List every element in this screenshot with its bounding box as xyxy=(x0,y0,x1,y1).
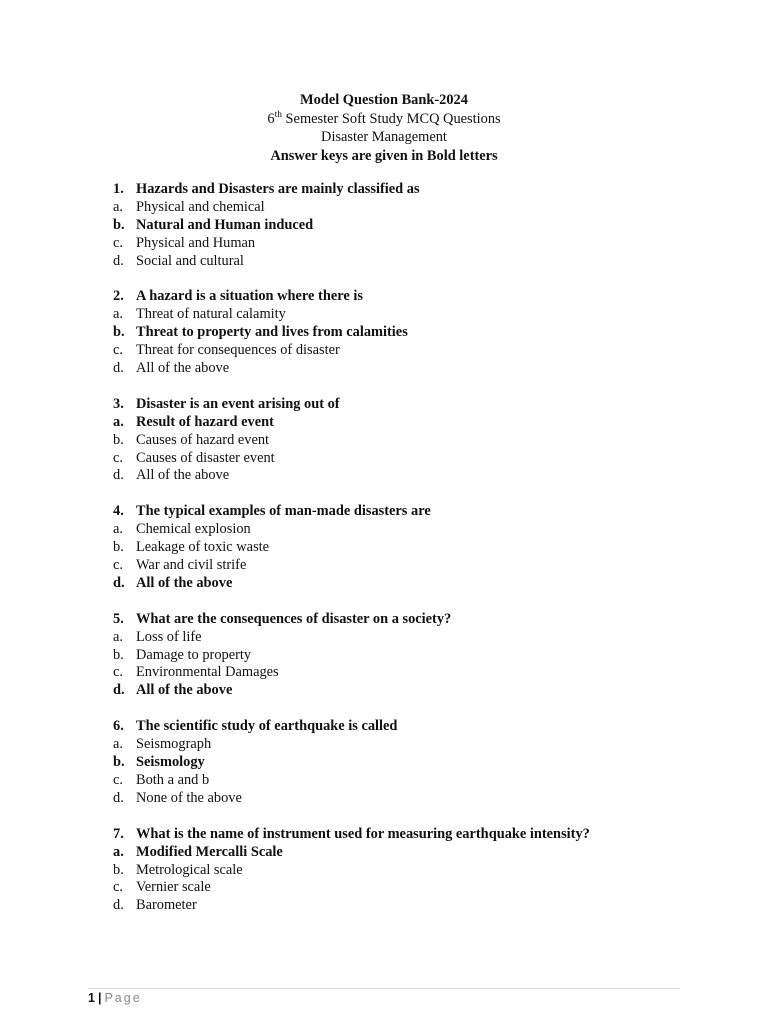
option-text: Physical and Human xyxy=(136,234,256,251)
answer-option xyxy=(0,664,768,682)
option-letter: a. xyxy=(113,198,123,215)
question-block xyxy=(0,718,768,807)
option-letter: d. xyxy=(113,252,124,269)
question-text: Disaster is an event arising out of xyxy=(136,395,340,412)
question-block xyxy=(0,288,768,377)
option-letter: c. xyxy=(113,557,123,574)
question-text: A hazard is a situation where there is xyxy=(136,288,363,305)
answer-option xyxy=(0,647,768,665)
answer-option-correct xyxy=(0,217,768,235)
question-block xyxy=(0,503,768,592)
option-letter: c. xyxy=(113,879,123,896)
option-letter: d. xyxy=(113,467,124,484)
option-text: Natural and Human induced xyxy=(136,216,314,233)
answer-option xyxy=(0,539,768,557)
page-footer xyxy=(88,988,680,1005)
page-separator: | xyxy=(97,991,102,1005)
option-letter: c. xyxy=(113,234,123,251)
question-list xyxy=(0,181,768,933)
answer-option xyxy=(0,772,768,790)
option-text: All of the above xyxy=(136,574,233,591)
option-text: Modified Mercalli Scale xyxy=(136,843,283,860)
option-letter: b. xyxy=(113,324,125,341)
option-text: None of the above xyxy=(136,789,242,806)
page-label: Page xyxy=(104,991,142,1005)
option-letter: b. xyxy=(113,861,124,878)
question-number: 7. xyxy=(113,825,124,842)
question-text: The scientific study of earthquake is called xyxy=(136,718,398,735)
option-text: All of the above xyxy=(136,682,233,699)
answer-option xyxy=(0,862,768,880)
answer-option xyxy=(0,790,768,808)
option-text: Barometer xyxy=(136,897,197,914)
question-stem xyxy=(0,181,768,199)
question-number: 1. xyxy=(113,181,124,197)
question-number: 5. xyxy=(113,610,124,627)
option-letter: d. xyxy=(113,897,124,914)
answer-option-correct xyxy=(0,754,768,772)
answer-option xyxy=(0,360,768,378)
option-text: Chemical explosion xyxy=(136,521,251,538)
answer-option-correct xyxy=(0,682,768,700)
option-letter: a. xyxy=(113,306,123,323)
question-block xyxy=(0,181,768,270)
option-letter: b. xyxy=(113,539,124,556)
question-stem xyxy=(0,288,768,306)
question-text: The typical examples of man-made disasters are xyxy=(136,503,431,520)
option-text: Vernier scale xyxy=(136,879,211,896)
question-stem xyxy=(0,503,768,521)
option-text: Damage to property xyxy=(136,646,252,663)
option-text: Threat of natural calamity xyxy=(136,306,286,323)
option-text: Causes of hazard event xyxy=(136,431,270,448)
option-letter: b. xyxy=(113,216,125,233)
question-block xyxy=(0,826,768,915)
question-number: 6. xyxy=(113,718,124,735)
option-text: Result of hazard event xyxy=(136,413,274,430)
question-stem xyxy=(0,718,768,736)
question-number: 3. xyxy=(113,395,124,412)
question-number: 4. xyxy=(113,503,124,520)
question-block xyxy=(0,396,768,485)
option-text: Threat for consequences of disaster xyxy=(136,342,340,359)
semester-ordinal-suffix: th xyxy=(274,109,282,120)
option-text: War and civil strife xyxy=(136,557,247,574)
option-letter: c. xyxy=(113,664,123,681)
answer-option-correct xyxy=(0,575,768,593)
option-letter: a. xyxy=(113,413,124,430)
answer-option xyxy=(0,879,768,897)
option-text: Seismograph xyxy=(136,736,212,753)
option-text: Seismology xyxy=(136,754,205,771)
answer-option-correct xyxy=(0,324,768,342)
option-letter: d. xyxy=(113,682,125,699)
answer-option xyxy=(0,342,768,360)
answer-option xyxy=(0,253,768,271)
answer-option xyxy=(0,467,768,485)
document-title: Model Question Bank-2024 xyxy=(300,92,468,108)
option-text: Social and cultural xyxy=(136,252,244,269)
option-text: Leakage of toxic waste xyxy=(136,539,270,556)
option-letter: a. xyxy=(113,521,123,538)
answer-option xyxy=(0,897,768,915)
option-letter: d. xyxy=(113,360,124,377)
question-stem xyxy=(0,396,768,414)
answer-key-note: Answer keys are given in Bold letters xyxy=(270,147,498,164)
semester-number: 6 xyxy=(267,110,275,127)
answer-option xyxy=(0,306,768,324)
option-text: All of the above xyxy=(136,467,230,484)
option-letter: c. xyxy=(113,771,123,788)
answer-option xyxy=(0,450,768,468)
option-text: Causes of disaster event xyxy=(136,449,275,466)
answer-option xyxy=(0,235,768,253)
option-letter: c. xyxy=(113,342,123,359)
question-text: Hazards and Disasters are mainly classified as xyxy=(136,181,420,197)
option-letter: d. xyxy=(113,789,124,806)
option-text: Physical and chemical xyxy=(136,198,265,215)
option-letter: c. xyxy=(113,449,123,466)
answer-option xyxy=(0,432,768,450)
option-text: Metrological scale xyxy=(136,861,243,878)
answer-option-correct xyxy=(0,414,768,432)
answer-option xyxy=(0,557,768,575)
option-text: Environmental Damages xyxy=(136,664,279,681)
option-letter: a. xyxy=(113,843,124,860)
document-header xyxy=(0,91,768,165)
option-text: Loss of life xyxy=(136,628,202,645)
answer-option-correct xyxy=(0,844,768,862)
answer-option xyxy=(0,629,768,647)
question-stem xyxy=(0,826,768,844)
question-block xyxy=(0,611,768,700)
option-letter: b. xyxy=(113,754,125,771)
answer-option xyxy=(0,736,768,754)
question-stem xyxy=(0,611,768,629)
option-letter: b. xyxy=(113,431,124,448)
answer-option xyxy=(0,199,768,217)
answer-option xyxy=(0,521,768,539)
question-number: 2. xyxy=(113,288,124,305)
question-text: What are the consequences of disaster on a society? xyxy=(136,610,452,627)
option-letter: a. xyxy=(113,628,123,645)
page-number: 1 xyxy=(88,991,95,1005)
option-text: Both a and b xyxy=(136,771,210,788)
subject-title: Disaster Management xyxy=(321,129,447,145)
option-letter: b. xyxy=(113,646,124,663)
semester-text: Semester Soft Study MCQ Questions xyxy=(281,110,501,127)
option-letter: a. xyxy=(113,736,123,753)
option-letter: d. xyxy=(113,574,125,591)
question-text: What is the name of instrument used for measuring earthquake intensity? xyxy=(136,825,590,842)
semester-line xyxy=(0,110,768,129)
option-text: All of the above xyxy=(136,360,230,377)
option-text: Threat to property and lives from calamities xyxy=(136,324,408,341)
